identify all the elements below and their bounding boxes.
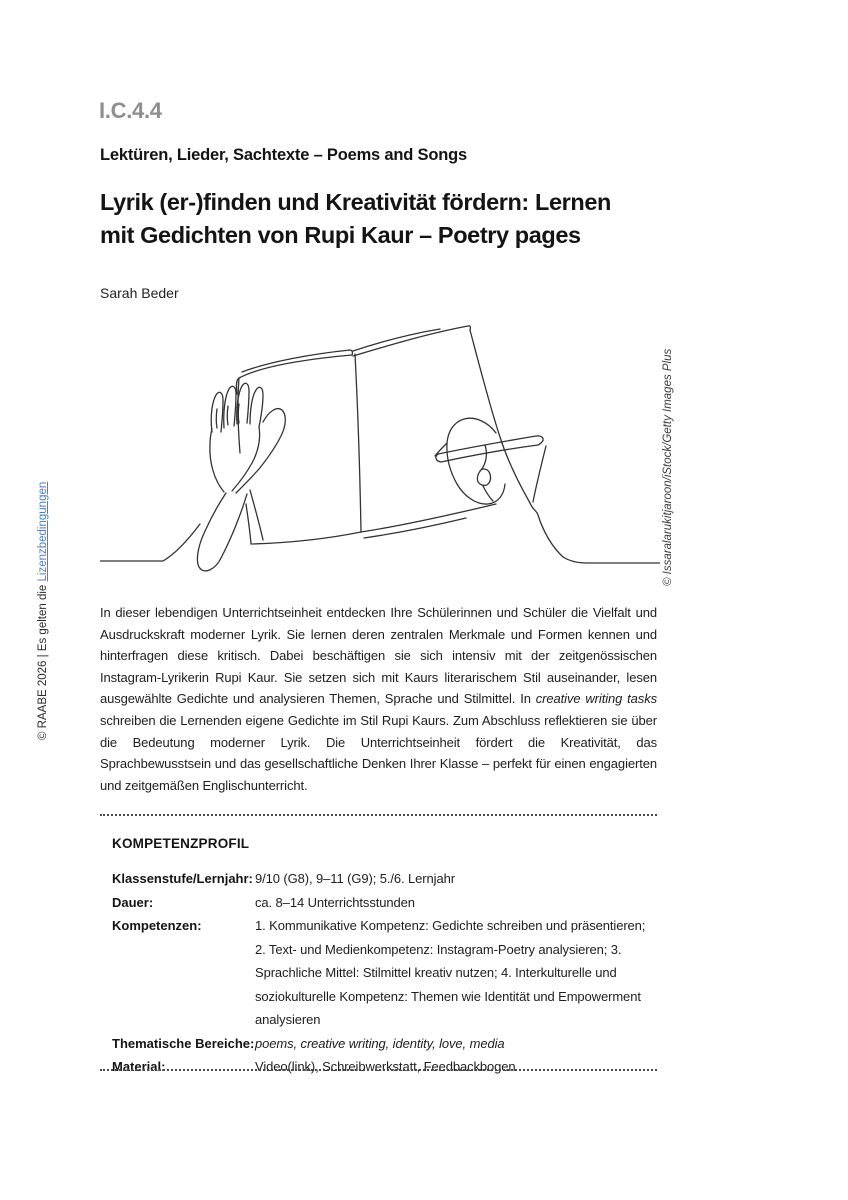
table-row	[112, 867, 657, 891]
table-row	[112, 891, 657, 915]
author-name: Sarah Beder	[100, 285, 179, 301]
page-title	[100, 186, 680, 252]
intro-text-after: schreiben die Lernenden eigene Gedichte im Stil Rupi Kaurs. Zum Abschluss reflektieren sie über die Bedeutung moderner Lyrik. Die Unterrichtseinheit fördert die Kreativität, das Sprachbewusstsein und das gesellschaftliche Denken Ihrer Klasse – perfekt für einen engagierten und zeitgemäßen Englischunterricht.	[100, 712, 657, 793]
unit-code: I.C.4.4	[99, 98, 162, 123]
dotted-separator-bottom	[100, 1069, 657, 1071]
table-row	[112, 914, 657, 1032]
table-row	[112, 1055, 657, 1079]
row-value: Video(link), Schreibwerkstatt, Feedbackbogen	[255, 1059, 516, 1074]
hands-writing-open-book-illustration	[100, 312, 660, 590]
image-credit: © Issaralarukitjaroon/iStock/Getty Images Plus	[662, 348, 674, 586]
row-label: Kompetenzen:	[112, 918, 202, 933]
row-label: Thematische Bereiche:	[112, 1035, 255, 1051]
row-label: Dauer:	[112, 894, 154, 910]
illustration-container	[100, 312, 660, 590]
competence-profile	[112, 836, 657, 1079]
row-label: Klassenstufe/Lernjahr:	[112, 871, 253, 886]
row-value: poems, creative writing, identity, love, media	[255, 1035, 505, 1051]
copyright-sidebar	[37, 482, 49, 740]
table-row	[112, 1032, 657, 1056]
competence-profile-heading: KOMPETENZPROFIL	[112, 836, 250, 851]
intro-text-before: In dieser lebendigen Unterrichtseinheit entdecken Ihre Schülerinnen und Schüler die Vielfalt und Ausdruckskraft moderner Lyrik. Sie lernen deren zentralen Merkmale und Formen kennen und hinterfragen diese kritisch. Dabei beschäftigen sie sich intensiv mit der zeitgenössischen Instagram-Lyrikerin Rupi Kaur. Sie setzen sich mit Kaurs literarischem Stil auseinander, lesen ausgewählte Gedichte und analysieren Themen, Sprache und Stilmittel. In	[100, 605, 657, 707]
dotted-separator-top	[100, 814, 657, 816]
row-value: 1. Kommunikative Kompetenz: Gedichte schreiben und präsentieren; 2. Text- und Medienkompetenz: Instagram-Poetry analysieren; 3. Sprachliche Mittel: Stilmittel kreativ nutzen; 4. Interkulturelle und soziokulturelle Kompetenz: Themen wie Identität und Empowerment analysieren	[255, 918, 646, 1027]
row-label: Material:	[112, 1059, 166, 1074]
page-title-line-2: mit Gedichten von Rupi Kaur – Poetry pages	[100, 222, 581, 248]
intro-paragraph	[100, 602, 657, 796]
row-value: ca. 8–14 Unterrichtsstunden	[255, 894, 415, 910]
series-title: Lektüren, Lieder, Sachtexte – Poems and Songs	[100, 146, 467, 164]
row-value: 9/10 (G8), 9–11 (G9); 5./6. Lernjahr	[255, 871, 455, 886]
copyright-text: © RAABE 2026 | Es gelten die	[37, 581, 49, 740]
page-title-line-1: Lyrik (er-)finden und Kreativität fördern: Lernen	[100, 189, 611, 215]
license-link[interactable]: Lizenzbedingungen	[37, 481, 49, 582]
intro-italic-phrase: creative writing tasks	[535, 691, 657, 707]
